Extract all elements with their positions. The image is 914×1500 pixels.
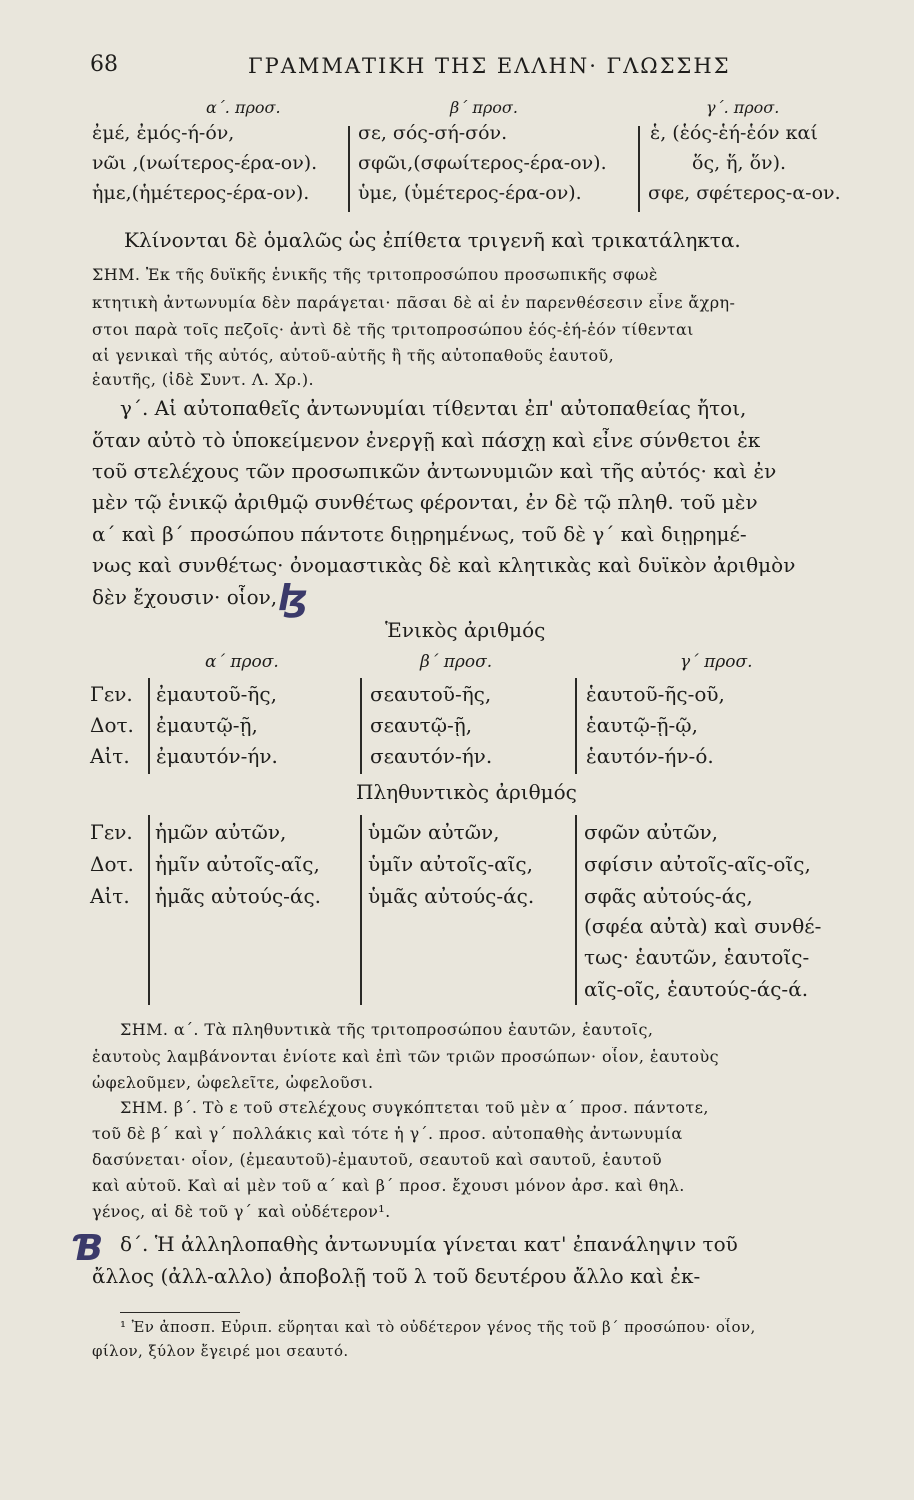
handwritten-marginal-mark: ɮ (278, 578, 309, 619)
plural-cell: σφᾶς αὐτούς-άς, (584, 884, 753, 908)
column-divider (348, 126, 350, 212)
running-head: ΓΡΑΜΜΑΤΙΚΗ ΤΗΣ ΕΛΛΗΝ· ΓΛΩΣΣΗΣ (248, 54, 731, 78)
pronoun-cell: σφε, σφέτερος-α-ον. (648, 182, 841, 204)
pronoun-cell: νῶι ,(νωίτερος-έρα-ον). (92, 152, 318, 174)
note-line: ἑαυτῆς, (ἰδὲ Συντ. Λ. Χρ.). (92, 370, 315, 389)
paragraph-line: τοῦ στελέχους τῶν προσωπικῶν ἀντωνυμιῶν καὶ τῆς αὐτός· καὶ ἐν (92, 459, 777, 483)
pronoun-cell: σφῶι,(σφωίτερος-έρα-ον). (358, 152, 607, 174)
paragraph-line: νως καὶ συνθέτως· ὀνομαστικὰς δὲ καὶ κλητικὰς καὶ δυϊκὸν ἀριθμὸν (92, 553, 796, 577)
singular-cell: ἑαυτόν-ήν-ό. (586, 744, 714, 768)
paragraph-line: δὲν ἔχουσιν· οἷον, (92, 585, 278, 609)
column-divider (360, 678, 362, 774)
singular-cell: ἑαυτοῦ-ῆς-οῦ, (586, 682, 725, 706)
handwritten-marginal-mark: Ɓ (74, 1228, 104, 1269)
column-head-second-person: β΄ προσ. (450, 98, 518, 117)
plural-cell: ὑμῖν αὐτοῖς-αῖς, (368, 852, 533, 876)
paragraph-line: ὅταν αὐτὸ τὸ ὑποκείμενον ἐνεργῇ καὶ πάσχῃ καὶ εἶνε σύνθετοι ἐκ (92, 428, 761, 452)
plural-cell: ὑμῶν αὐτῶν, (368, 820, 500, 844)
footnote-line: φίλον, ξύλον ἔγειρέ μοι σεαυτό. (92, 1342, 349, 1360)
singular-heading: Ἑνικὸς ἀριθμός (385, 618, 546, 642)
footnote-line: ¹ Ἐν ἀποσπ. Εὐριπ. εὕρηται καὶ τὸ οὐδέτερον γένος τῆς τοῦ β΄ προσώπου· οἷον, (120, 1318, 756, 1336)
singular-cell: ἐμαυτῷ-ῇ, (156, 713, 258, 737)
possessive-pronoun-table (92, 98, 892, 212)
declension-note: Κλίνονται δὲ ὁμαλῶς ὡς ἐπίθετα τριγενῆ καὶ τρικατάληκτα. (124, 228, 741, 252)
paragraph-line: ἄλλος (ἀλλ-αλλο) ἀποβολῇ τοῦ λ τοῦ δευτέρου ἄλλο καὶ ἐκ- (92, 1264, 701, 1288)
plural-cell: ὑμᾶς αὐτούς-άς. (368, 884, 535, 908)
case-label: Δοτ. (90, 713, 134, 737)
plural-cell: ἡμᾶς αὐτούς-άς. (155, 884, 321, 908)
plural-cell: ἡμῶν αὐτῶν, (155, 820, 287, 844)
pronoun-cell: ἡμε,(ἡμέτερος-έρα-ον). (92, 182, 310, 204)
case-label: Δοτ. (90, 852, 134, 876)
plural-cell: (σφέα αὐτὰ) καὶ συνθέ- (584, 914, 822, 938)
note-line: ΣΗΜ. β΄. Τὸ ε τοῦ στελέχους συγκόπτεται τοῦ μὲν α΄ προσ. πάντοτε, (120, 1098, 709, 1117)
singular-cell: σεαυτοῦ-ῆς, (370, 682, 492, 706)
paragraph-line: γ΄. Αἱ αὐτοπαθεῖς ἀντωνυμίαι τίθενται ἐπ' αὐτοπαθείας ἤτοι, (120, 396, 747, 420)
column-divider (575, 815, 577, 1005)
note-line: δασύνεται· οἷον, (ἐμεαυτοῦ)-ἐμαυτοῦ, σεαυτοῦ καὶ σαυτοῦ, ἑαυτοῦ (92, 1150, 663, 1169)
pronoun-cell: ἑ, (ἑός-ἑή-ἑόν καί (650, 122, 818, 144)
singular-column-head: β΄ προσ. (420, 652, 493, 672)
note-line: ἑαυτοὺς λαμβάνονται ἐνίοτε καὶ ἐπὶ τῶν τριῶν προσώπων· οἷον, ἑαυτοὺς (92, 1047, 719, 1066)
case-label: Αἰτ. (90, 744, 130, 768)
plural-cell: τως· ἑαυτῶν, ἑαυτοῖς- (584, 945, 810, 969)
singular-cell: ἐμαυτόν-ήν. (156, 744, 278, 768)
note-line: τοῦ δὲ β΄ καὶ γ΄ πολλάκις καὶ τότε ἡ γ΄. προσ. αὐτοπαθὴς ἀντωνυμία (92, 1124, 683, 1143)
column-divider (148, 678, 150, 774)
note-line: ΣΗΜ. α΄. Τὰ πληθυντικὰ τῆς τριτοπροσώπου ἑαυτῶν, ἑαυτοῖς, (120, 1020, 654, 1039)
page-number: 68 (90, 52, 118, 77)
footnote-rule (120, 1312, 240, 1313)
singular-cell: σεαυτῷ-ῇ, (370, 713, 473, 737)
note-line: στοι παρὰ τοῖς πεζοῖς· ἀντὶ δὲ τῆς τριτοπροσώπου ἑός-ἑή-ἑόν τίθενται (92, 320, 694, 339)
column-divider (575, 678, 577, 774)
column-divider (360, 815, 362, 1005)
singular-cell: σεαυτόν-ήν. (370, 744, 493, 768)
paragraph-line: μὲν τῷ ἑνικῷ ἀριθμῷ συνθέτως φέρονται, ἐν δὲ τῷ πληθ. τοῦ μὲν (92, 490, 758, 514)
note-line: καὶ αὑτοῦ. Καὶ αἱ μὲν τοῦ α΄ καὶ β΄ προσ. ἔχουσι μόνον ἀρσ. καὶ θηλ. (92, 1176, 685, 1195)
plural-cell: σφίσιν αὐτοῖς-αῖς-οῖς, (584, 852, 811, 876)
column-head-third-person: γ΄. προσ. (706, 98, 780, 117)
case-label: Γεν. (90, 682, 133, 706)
column-divider (638, 126, 640, 212)
plural-cell: αῖς-οῖς, ἑαυτούς-άς-ά. (584, 977, 809, 1001)
singular-column-head: γ΄ προσ. (680, 652, 753, 672)
pronoun-row (92, 152, 892, 182)
column-head-first-person: α΄. προσ. (206, 98, 281, 117)
pronoun-cell: ὅς, ἥ, ὅν). (692, 152, 787, 174)
note-line: ΣΗΜ. Ἐκ τῆς δυϊκῆς ἑνικῆς τῆς τριτοπροσώπου προσωπικῆς σφωὲ (92, 265, 658, 284)
paragraph-line: α΄ καὶ β΄ προσώπου πάντοτε διῃρημένως, τοῦ δὲ γ΄ καὶ διῃρημέ- (92, 522, 747, 546)
pronoun-row (92, 182, 892, 212)
singular-column-head: α΄ προσ. (205, 652, 279, 672)
plural-cell: σφῶν αὐτῶν, (584, 820, 719, 844)
pronoun-cell: ἐμέ, ἐμός-ή-όν, (92, 122, 235, 144)
pronoun-cell: σε, σός-σή-σόν. (358, 122, 508, 144)
case-label: Αἰτ. (90, 884, 130, 908)
singular-cell: ἐμαυτοῦ-ῆς, (156, 682, 277, 706)
column-divider (148, 815, 150, 1005)
pronoun-row (92, 122, 892, 152)
singular-cell: ἑαυτῷ-ῇ-ῷ, (586, 713, 698, 737)
case-label: Γεν. (90, 820, 133, 844)
note-line: αἱ γενικαὶ τῆς αὐτός, αὐτοῦ-αὐτῆς ἢ τῆς αὐτοπαθοῦς ἑαυτοῦ, (92, 346, 615, 365)
note-line: κτητικὴ ἀντωνυμία δὲν παράγεται· πᾶσαι δὲ αἱ ἐν παρενθέσεσιν εἶνε ἄχρη- (92, 293, 736, 312)
plural-cell: ἡμῖν αὐτοῖς-αῖς, (155, 852, 320, 876)
note-line: γένος, αἱ δὲ τοῦ γ΄ καὶ οὐδέτερον¹. (92, 1202, 391, 1221)
pronoun-cell: ὑμε, (ὑμέτερος-έρα-ον). (358, 182, 582, 204)
page-header (90, 52, 840, 82)
pronoun-column-heads (92, 98, 892, 122)
paragraph-line: δ΄. Ἡ ἀλληλοπαθὴς ἀντωνυμία γίνεται κατ' ἐπανάληψιν τοῦ (120, 1232, 738, 1256)
note-line: ὠφελοῦμεν, ὠφελεῖτε, ὠφελοῦσι. (92, 1073, 374, 1092)
plural-heading: Πληθυντικὸς ἀριθμός (356, 780, 577, 804)
